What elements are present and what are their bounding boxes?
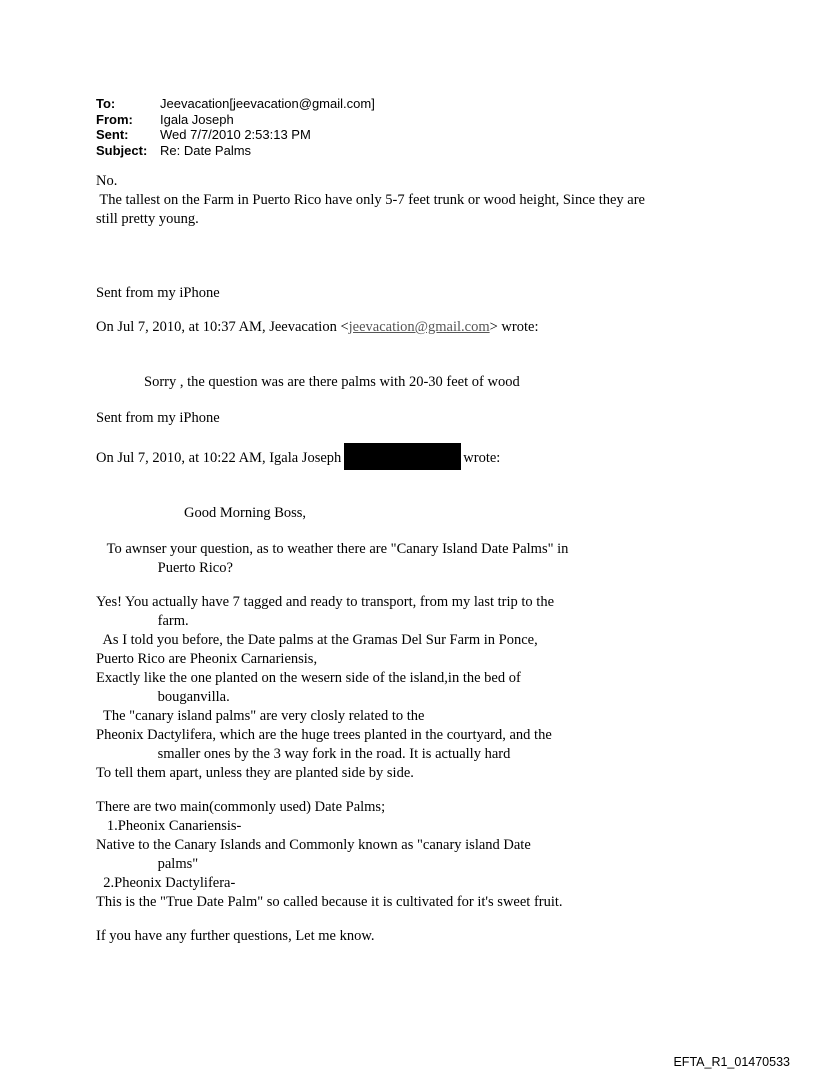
to-value: Jeevacation[jeevacation@gmail.com] bbox=[160, 96, 375, 111]
reply-line: still pretty young. bbox=[96, 211, 199, 227]
quote2-line: Pheonix Dactylifera, which are the huge trees planted in the courtyard, and the bbox=[96, 727, 552, 743]
quote2-line: bouganvilla. bbox=[96, 689, 230, 705]
quote2-line: This is the "True Date Palm" so called because it is cultivated for it's sweet fruit. bbox=[96, 894, 563, 910]
email-header bbox=[96, 96, 375, 158]
email-body bbox=[96, 172, 736, 946]
document-id: EFTA_R1_01470533 bbox=[673, 1055, 790, 1069]
sent-row bbox=[96, 127, 375, 143]
quote2-greeting: Good Morning Boss, bbox=[184, 505, 307, 521]
from-value: Igala Joseph bbox=[160, 111, 234, 127]
sent-value: Wed 7/7/2010 2:53:13 PM bbox=[160, 127, 311, 142]
quote1-intro-prefix: On Jul 7, 2010, at 10:37 AM, Jeevacation < bbox=[96, 319, 349, 335]
quote2-line: 2.Pheonix Dactylifera- bbox=[96, 875, 236, 891]
quote2-intro-prefix: On Jul 7, 2010, at 10:22 AM, Igala Joseph bbox=[96, 450, 342, 466]
redaction-box bbox=[344, 443, 461, 470]
quote2-line: palms" bbox=[96, 856, 199, 872]
quote1-message: Sorry , the question was are there palms with 20-30 feet of wood bbox=[144, 374, 520, 390]
quote2-line: As I told you before, the Date palms at the Gramas Del Sur Farm in Ponce, bbox=[96, 632, 538, 648]
from-label: From: bbox=[96, 111, 133, 127]
quote2-line: Exactly like the one planted on the wesern side of the island,in the bed of bbox=[96, 670, 521, 686]
quote2-line: 1.Pheonix Canariensis- bbox=[96, 818, 242, 834]
to-row bbox=[96, 96, 375, 112]
quote2-line: smaller ones by the 3 way fork in the road. It is actually hard bbox=[96, 746, 511, 762]
reply-line: No. bbox=[96, 173, 118, 189]
quote1-intro-suffix: > wrote: bbox=[489, 319, 539, 335]
quote2-line: The "canary island palms" are very closly related to the bbox=[96, 708, 425, 724]
quote2-line: To awnser your question, as to weather there are "Canary Island Date Palms" in bbox=[96, 541, 569, 557]
quote1-intro bbox=[96, 318, 736, 337]
from-row bbox=[96, 112, 375, 128]
quote2-line: Native to the Canary Islands and Commonly known as "canary island Date bbox=[96, 837, 531, 853]
quote2-line: Puerto Rico? bbox=[96, 560, 233, 576]
quote2-intro bbox=[96, 443, 736, 470]
quote2-line: farm. bbox=[96, 613, 189, 629]
quote2-line: To tell them apart, unless they are planted side by side. bbox=[96, 765, 414, 781]
subject-value: Re: Date Palms bbox=[160, 142, 252, 158]
quote2-line: Puerto Rico are Pheonix Carnariensis, bbox=[96, 651, 318, 667]
reply-line: The tallest on the Farm in Puerto Rico have only 5-7 feet trunk or wood height, Since they are bbox=[96, 192, 645, 208]
reply-signature: Sent from my iPhone bbox=[96, 285, 220, 301]
sent-label: Sent: bbox=[96, 127, 129, 142]
quote2-intro-suffix: wrote: bbox=[463, 450, 501, 466]
quote2-line: There are two main(commonly used) Date Palms; bbox=[96, 799, 386, 815]
to-label: To: bbox=[96, 96, 116, 111]
subject-row bbox=[96, 143, 375, 159]
quote1-signature: Sent from my iPhone bbox=[96, 410, 220, 426]
quote1-email-link[interactable]: jeevacation@gmail.com bbox=[348, 319, 490, 335]
subject-label: Subject: bbox=[96, 142, 148, 158]
quote2-line: If you have any further questions, Let me know. bbox=[96, 928, 375, 944]
quote2-line: Yes! You actually have 7 tagged and ready to transport, from my last trip to the bbox=[96, 594, 555, 610]
